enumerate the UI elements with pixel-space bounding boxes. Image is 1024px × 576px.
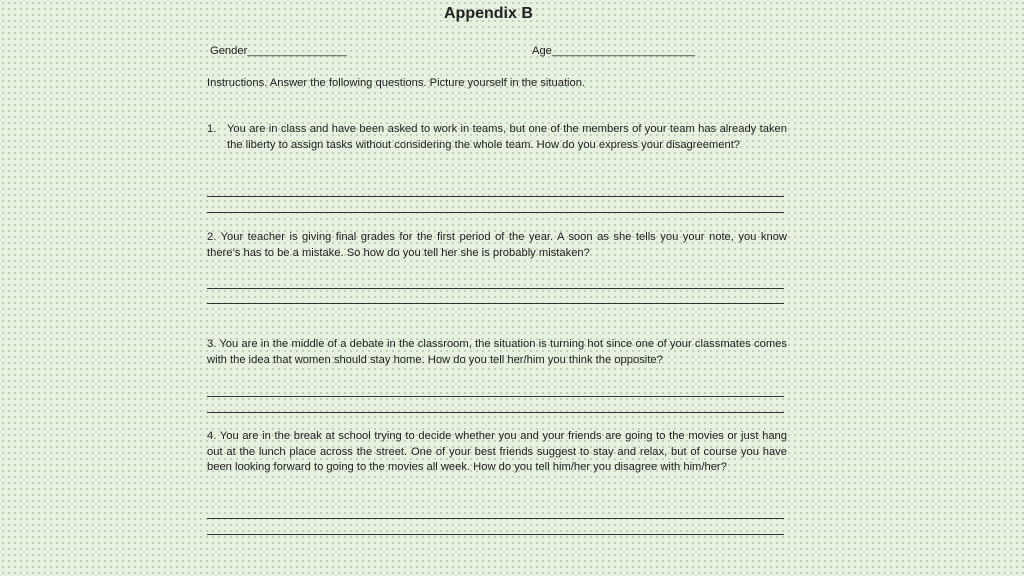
instructions-text: Instructions. Answer the following questions. Picture yourself in the situation. (207, 77, 586, 89)
answer-line-1b (207, 212, 784, 213)
answer-line-1a (207, 196, 784, 197)
question-4-text: 4. You are in the break at school trying to decide whether you and your friends are going to the movies or just hang out at the lunch place across the street. One of your best friends suggest to stay and relax, but of course you have been looking forward to going to the movies all week. How do you tell him/her you disagree with him/her? (207, 430, 787, 473)
question-1-number: 1. (207, 123, 217, 135)
page-title: Appendix B (444, 5, 533, 22)
age-field: Age_______________________ (532, 45, 696, 57)
question-3-text: 3. You are in the middle of a debate in the classroom, the situation is turning hot since one of your classmates comes with the idea that women should stay home. How do you tell her/him you think the opposite? (207, 338, 787, 366)
question-1-text: You are in class and have been asked to work in teams, but one of the members of your team has already taken the liberty to assign tasks without considering the whole team. How do you express your disagreement? (227, 123, 787, 151)
question-2-text: 2. Your teacher is giving final grades for the first period of the year. A soon as she tells you your note, you know there’s has to be a mistake. So how do you tell her she is probably mistaken? (207, 231, 787, 259)
answer-line-2b (207, 303, 784, 304)
gender-field: Gender________________ (210, 45, 347, 57)
answer-line-3b (207, 412, 784, 413)
answer-line-4b (207, 534, 784, 535)
answer-line-4a (207, 518, 784, 519)
answer-line-2a (207, 288, 784, 289)
answer-line-3a (207, 396, 784, 397)
